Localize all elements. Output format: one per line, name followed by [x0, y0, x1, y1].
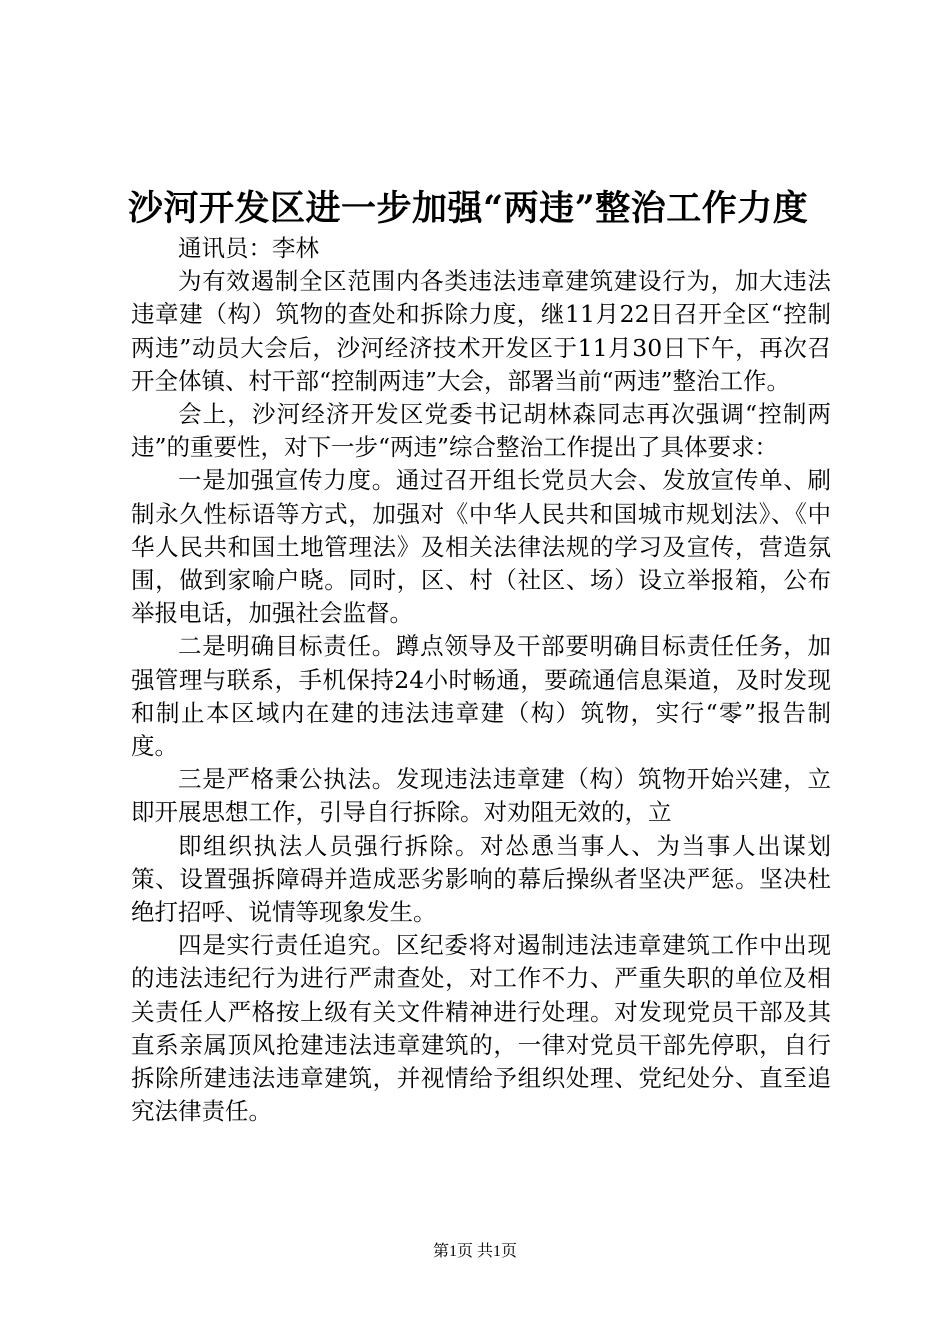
- paragraph-point-3-cont: 即组织执法人员强行拆除。对怂恿当事人、为当事人出谋划策、设置强拆障碍并造成恶劣影响的幕后操纵者坚决严惩。坚决杜绝打招呼、说情等现象发生。: [131, 831, 831, 927]
- document-body: [131, 232, 831, 1128]
- document-title: 沙河开发区进一步加强“两违”整治工作力度: [128, 188, 809, 229]
- paragraph-point-3: 三是严格秉公执法。发现违法违章建（构）筑物开始兴建，立即开展思想工作，引导自行拆除。对劝阻无效的，立: [131, 765, 831, 827]
- byline: 通讯员：李林: [178, 234, 319, 262]
- page-footer: 第1页 共1页: [432, 1243, 517, 1260]
- paragraph-point-1: 一是加强宣传力度。通过召开组长党员大会、发放宣传单、刷制永久性标语等方式，加强对《中华人民共和国城市规划法》、《中华人民共和国土地管理法》及相关法律法规的学习及宣传，营造氛围，做到家喻户晓。同时，区、村（社区、场）设立举报箱，公布举报电话，加强社会监督。: [131, 466, 831, 628]
- paragraph-intro: 为有效遏制全区范围内各类违法违章建筑建设行为，加大违法违章建（构）筑物的查处和拆除力度，继11月22日召开全区“控制两违”动员大会后，沙河经济技术开发区于11月30日下午，再次召开全体镇、村干部“控制两违”大会，部署当前“两违”整治工作。: [131, 267, 831, 395]
- paragraph-meeting: 会上，沙河经济开发区党委书记胡林森同志再次强调“控制两违”的重要性，对下一步“两违”综合整治工作提出了具体要求：: [131, 400, 831, 462]
- paragraph-point-2: 二是明确目标责任。蹲点领导及干部要明确目标责任任务，加强管理与联系，手机保持24小时畅通，要疏通信息渠道，及时发现和制止本区域内在建的违法违章建（构）筑物，实行“零”报告制度。: [131, 632, 831, 761]
- paragraph-point-4: 四是实行责任追究。区纪委将对遏制违法违章建筑工作中出现的违法违纪行为进行严肃查处，对工作不力、严重失职的单位及相关责任人严格按上级有关文件精神进行处理。对发现党员干部及其直系亲属顶风抢建违法违章建筑的，一律对党员干部先停职，自行拆除所建违法违章建筑，并视情给予组织处理、党纪处分、直至追究法律责任。: [131, 931, 831, 1126]
